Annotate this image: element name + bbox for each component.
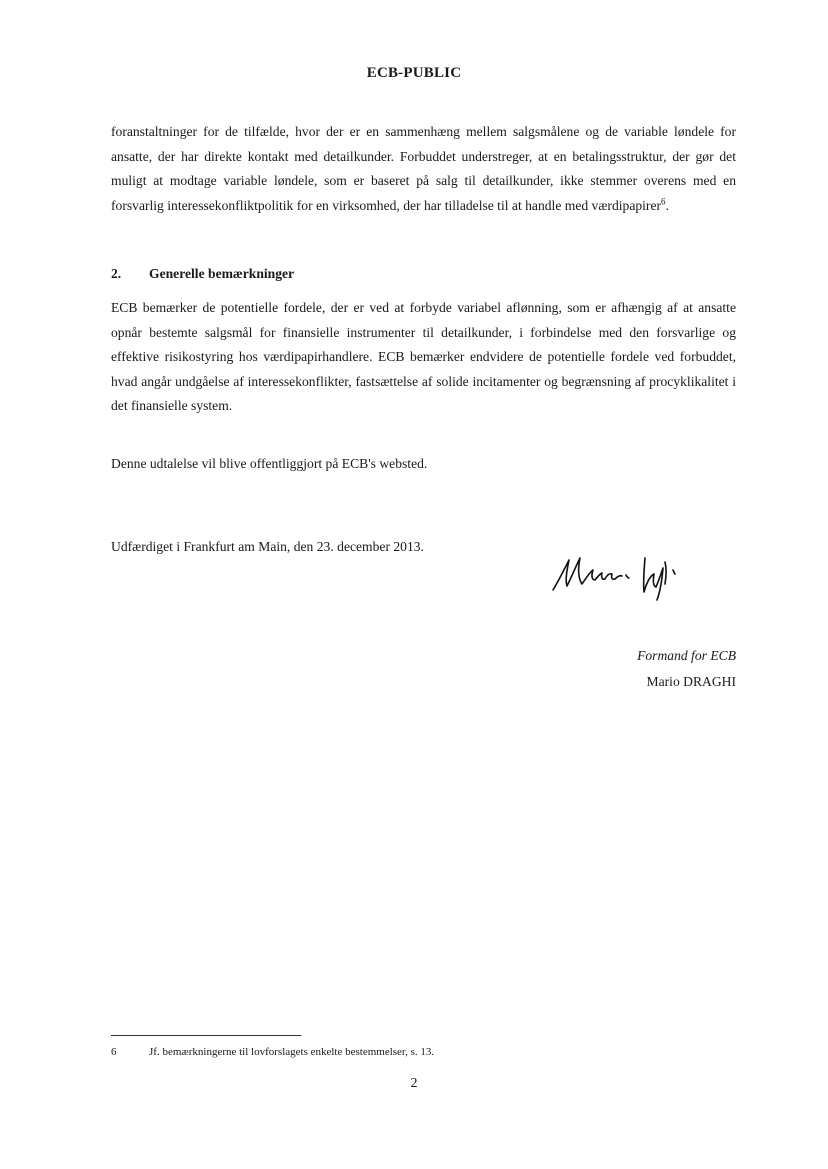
page-header: ECB-PUBLIC — [366, 65, 462, 81]
footnote — [111, 1046, 736, 1058]
paragraph-1-text: foranstaltninger for de tilfælde, hvor der er en sammenhæng mellem salgsmålene og de variable løndele for ansatte, der har direkte kontakt med detailkunder. Forbuddet understreger, at en betalingsstruktur, der gør det muligt at modtage variable løndele, som er baseret på salg til detailkunder, ikke stemmer overens med en forsvarlig interessekonfliktpolitik for en virksomhed, der har tilladelse til at handle med værdipapirer — [111, 124, 736, 213]
paragraph-continuation — [111, 120, 736, 218]
footnote-text: Jf. bemærkningerne til lovforslagets enkelte bestemmelser, s. 13. — [149, 1046, 435, 1058]
handwritten-signature — [545, 540, 720, 605]
paragraph-1-end: . — [665, 197, 669, 213]
footnote-separator — [111, 1035, 301, 1036]
section-number: 2. — [111, 266, 122, 281]
footnote-number: 6 — [111, 1046, 117, 1058]
section-heading — [111, 266, 294, 282]
section-title: Generelle bemærkninger — [149, 266, 295, 281]
signatory-name: Mario DRAGHI — [646, 674, 736, 689]
section-2-paragraph: ECB bemærker de potentielle fordele, der er ved at forbyde variabel aflønning, som er afhængig af at ansatte opnår bestemte salgsmål for finansielle instrumenter til detailkunder, i forbindelse med den forsvarlige og effektive risikostyring hos værdipapirhandlere. ECB bemærker endvidere de potentielle fordele ved forbuddet, hvad angår undgåelse af interessekonflikter, fastsættelse af solide incitamenter og begrænsning af procyklikalitet i det finansielle system. — [111, 300, 736, 413]
page-number: 2 — [410, 1076, 418, 1091]
signatory-role: Formand for ECB — [637, 648, 736, 663]
place-date: Udfærdiget i Frankfurt am Main, den 23. december 2013. — [111, 539, 424, 554]
footnote-reference[interactable]: 6 — [661, 195, 666, 206]
publication-note: Denne udtalelse vil blive offentliggjort på ECB's websted. — [111, 456, 428, 471]
